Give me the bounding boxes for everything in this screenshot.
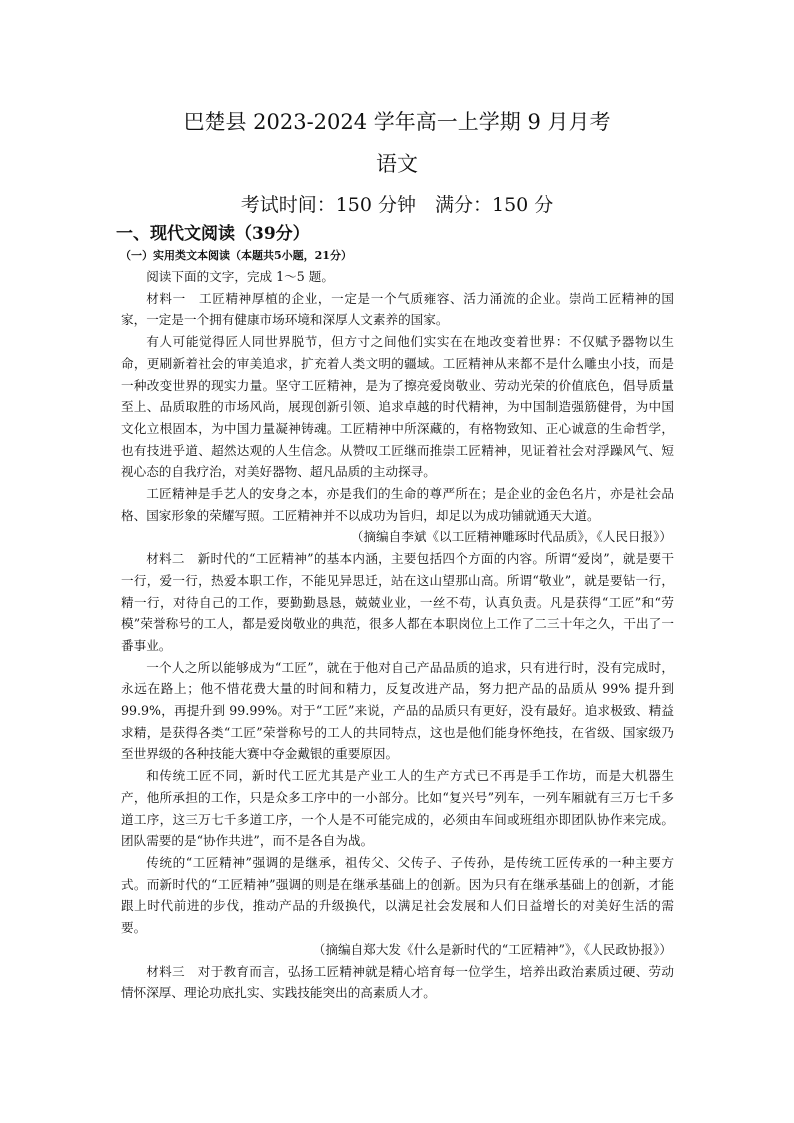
section-heading: 一、现代文阅读（39分）: [116, 224, 310, 244]
material-one-paragraph-1: 材料一 工匠精神厚植的企业，一定是一个气质雍容、活力涌流的企业。崇尚工匠精神的国家，一定是一个拥有健康市场环境和深厚人文素养的国家。: [121, 290, 674, 328]
material-one-paragraph-2: 有人可能觉得匠人同世界脱节，但方寸之间他们实实在在地改变着世界：不仅赋予器物以生命，更刷新着社会的审美追求，扩充着人类文明的疆域。工匠精神从来都不是什么雕虫小技，而是一种改变世界的现实力量。坚守工匠精神，是为了擦亮爱岗敬业、劳动光荣的价值底色，倡导质量至上、品质取胜的市场风尚，展现创新引领、追求卓越的时代精神，为中国制造强筋健骨，为中国文化立根固本，为中国力量凝神铸魂。工匠精神中所深藏的，有格物致知、正心诚意的生命哲学，也有技进乎道、超然达观的人生信念。从赞叹工匠继而推崇工匠精神，见证着社会对浮躁风气、短视心态的自我疗治，对美好器物、超凡品质的主动探寻。: [121, 334, 674, 480]
material-three-paragraph-1: 材料三 对于教育而言，弘扬工匠精神就是精心培育每一位学生，培养出政治素质过硬、劳动情怀深厚、理论功底扎实、实践技能突出的高素质人才。: [121, 963, 674, 1001]
instruction-paragraph: 阅读下面的文字，完成 1～5 题。: [146, 269, 334, 284]
source-citation-2: （摘编自郑大发《什么是新时代的“工匠精神”》，《人民政协报》）: [312, 941, 672, 957]
source-citation-1: （摘编自李斌《以工匠精神雕琢时代品质》，《人民日报》）: [350, 529, 672, 545]
material-two-paragraph-4: 传统的“工匠精神”强调的是继承，祖传父、父传子、子传孙，是传统工匠传承的一种主要方式。而新时代的“工匠精神”强调的则是在继承基础上的创新。因为只有在继承基础上的创新，才能跟上时代前进的步伐，推动产品的升级换代，以满足社会发展和人们日益增长的对美好生活的需要。: [121, 854, 674, 936]
reading-passage: [121, 266, 674, 1004]
subject-title: 语文: [376, 152, 418, 176]
material-two-paragraph-1: 材料二 新时代的“工匠精神”的基本内涵，主要包括四个方面的内容。所谓“爱岗”，就是要干一行，爱一行，热爱本职工作，不能见异思迁，站在这山望那山高。所谓“敬业”，就是要钻一行，精一行，对待自己的工作，要勤勤恳恳，兢兢业业，一丝不苟，认真负责。凡是获得“工匠”和“劳模”荣誉称号的工人，都是爱岗敬业的典范，很多人都在本职岗位上工作了二三十年之久，干出了一番事业。: [121, 551, 674, 653]
material-two-paragraph-3: 和传统工匠不同，新时代工匠尤其是产业工人的生产方式已不再是手工作坊，而是大机器生产，他所承担的工作，只是众多工序中的一小部分。比如“复兴号”列车，一列车厢就有三万七千多道工序，这三万七千多道工序，一个人是不可能完成的，必须由车间或班组亦即团队协作来完成。团队需要的是“协作共进”，而不是各自为战。: [121, 768, 674, 849]
material-one-paragraph-3: 工匠精神是手艺人的安身之本，亦是我们的生命的尊严所在；是企业的金色名片，亦是社会品格、国家形象的荣耀写照。工匠精神并不以成功为旨归，却足以为成功铺就通天大道。: [121, 486, 674, 523]
exam-title: 巴楚县 2023-2024 学年高一上学期 9 月月考: [183, 110, 611, 134]
subsection-heading: （一）实用类文本阅读（本题共5小题，21分）: [120, 249, 352, 262]
material-two-paragraph-2: 一个人之所以能够成为“工匠”，就在于他对自己产品品质的追求，只有进行时，没有完成时，永远在路上；他不惜花费大量的时间和精力，反复改进产品，努力把产品的品质从 99% 提升到 99.9%，再提升到 99.99%。对于“工匠”来说，产品的品质只有更好，没有最好。追求极致、精益求精，是获得各类“工匠”荣誉称号的工人的共同特点，这也是他们能身怀绝技，在省级、国家级乃至世界级的各种技能大赛中夺金戴银的重要原因。: [121, 659, 674, 762]
exam-info: 考试时间：150 分钟 满分：150 分: [240, 194, 554, 216]
